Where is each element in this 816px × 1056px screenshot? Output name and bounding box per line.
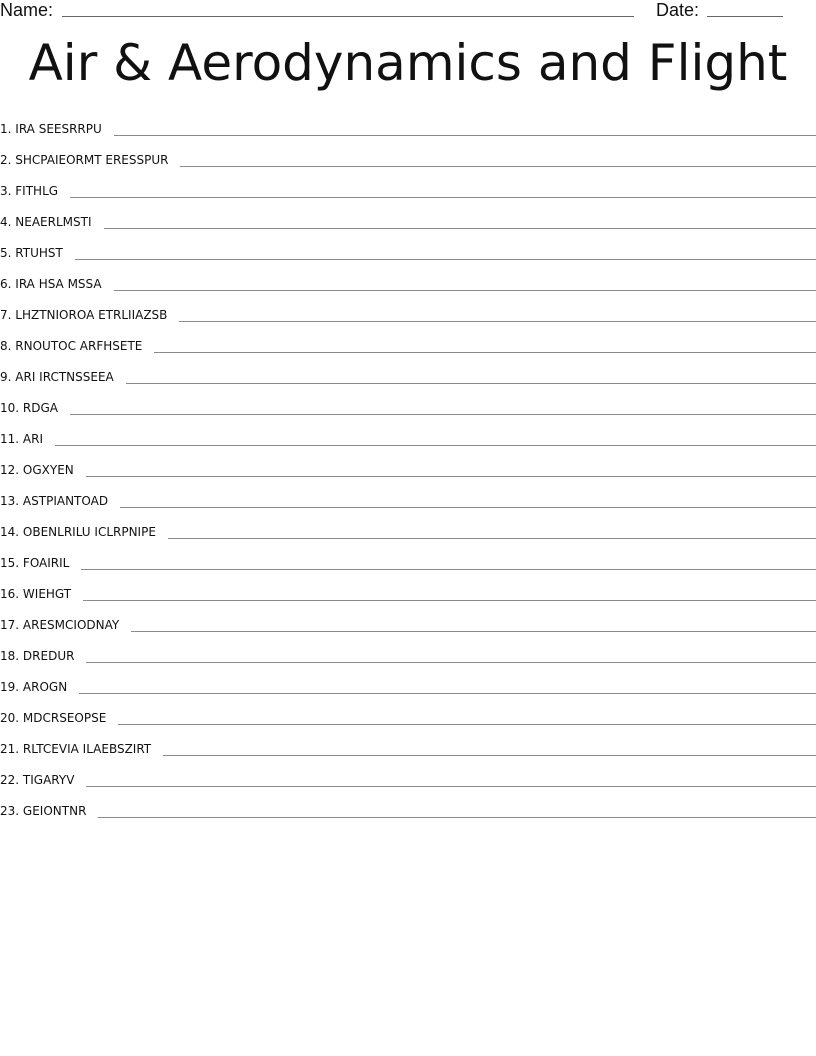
scrambled-word <box>0 525 168 539</box>
scrambled-word <box>0 711 118 725</box>
list-item <box>0 263 816 294</box>
scrambled-word <box>0 184 70 198</box>
scrambled-word <box>0 432 55 446</box>
scrambled-word <box>0 153 180 167</box>
answer-line[interactable] <box>70 197 816 198</box>
scrambled-letters: GEIONTNR <box>22 804 87 818</box>
item-number: 21. <box>0 742 20 756</box>
scrambled-word <box>0 804 98 818</box>
item-number: 19. <box>0 680 20 694</box>
item-number: 12. <box>0 463 20 477</box>
answer-line[interactable] <box>81 569 816 570</box>
name-field-line[interactable] <box>62 16 634 17</box>
scrambled-letters: RDGA <box>22 401 59 415</box>
scrambled-letters: WIEHGT <box>22 587 72 601</box>
list-item <box>0 604 816 635</box>
scrambled-letters: ASTPIANTOAD <box>22 494 109 508</box>
scrambled-letters: RLTCEVIA ILAEBSZIRT <box>22 742 152 756</box>
scrambled-word <box>0 308 179 322</box>
scrambled-letters: NEAERLMSTI <box>15 215 92 229</box>
scrambled-letters: OGXYEN <box>22 463 74 477</box>
answer-line[interactable] <box>168 538 816 539</box>
scrambled-word <box>0 587 83 601</box>
answer-line[interactable] <box>114 290 816 291</box>
list-item <box>0 139 816 170</box>
answer-line[interactable] <box>86 476 816 477</box>
scrambled-word <box>0 773 86 787</box>
scrambled-word <box>0 618 131 632</box>
item-number: 4. <box>0 215 12 229</box>
item-number: 18. <box>0 649 20 663</box>
scrambled-letters: RNOUTOC ARFHSETE <box>15 339 143 353</box>
answer-line[interactable] <box>120 507 816 508</box>
list-item <box>0 728 816 759</box>
list-item <box>0 635 816 666</box>
scrambled-letters: AROGN <box>22 680 68 694</box>
list-item <box>0 511 816 542</box>
scrambled-word <box>0 463 86 477</box>
answer-line[interactable] <box>70 414 816 415</box>
list-item <box>0 108 816 139</box>
scrambled-letters: SHCPAIEORMT ERESSPUR <box>15 153 169 167</box>
date-label: Date: <box>656 0 700 20</box>
scrambled-word <box>0 246 75 260</box>
scrambled-word <box>0 556 81 570</box>
item-number: 13. <box>0 494 20 508</box>
answer-line[interactable] <box>83 600 816 601</box>
scrambled-word <box>0 649 86 663</box>
scrambled-word <box>0 680 79 694</box>
scrambled-letters: LHZTNIOROA ETRLIIAZSB <box>15 308 168 322</box>
item-number: 7. <box>0 308 12 322</box>
list-item <box>0 790 816 821</box>
item-number: 20. <box>0 711 20 725</box>
answer-line[interactable] <box>163 755 816 756</box>
item-number: 16. <box>0 587 20 601</box>
answer-line[interactable] <box>114 135 816 136</box>
scrambled-letters: IRA HSA MSSA <box>15 277 102 291</box>
scrambled-word <box>0 401 70 415</box>
item-number: 8. <box>0 339 12 353</box>
list-item <box>0 232 816 263</box>
item-number: 9. <box>0 370 12 384</box>
scrambled-word <box>0 742 163 756</box>
word-scramble-list <box>0 108 816 821</box>
item-number: 17. <box>0 618 20 632</box>
scrambled-letters: TIGARYV <box>22 773 75 787</box>
item-number: 22. <box>0 773 20 787</box>
scrambled-word <box>0 494 120 508</box>
list-item <box>0 294 816 325</box>
answer-line[interactable] <box>98 817 816 818</box>
item-number: 2. <box>0 153 12 167</box>
scrambled-word <box>0 370 126 384</box>
scrambled-word <box>0 215 104 229</box>
list-item <box>0 356 816 387</box>
list-item <box>0 697 816 728</box>
item-number: 14. <box>0 525 20 539</box>
item-number: 1. <box>0 122 12 136</box>
list-item <box>0 201 816 232</box>
list-item <box>0 480 816 511</box>
answer-line[interactable] <box>180 166 816 167</box>
page-title: Air & Aerodynamics and Flight <box>28 34 788 92</box>
scrambled-word <box>0 122 114 136</box>
answer-line[interactable] <box>86 786 816 787</box>
scrambled-letters: ARI IRCTNSSEEA <box>15 370 114 384</box>
answer-line[interactable] <box>179 321 816 322</box>
scrambled-word <box>0 277 114 291</box>
list-item <box>0 449 816 480</box>
scrambled-word <box>0 339 154 353</box>
list-item <box>0 759 816 790</box>
scrambled-letters: ARI <box>22 432 44 446</box>
name-label: Name: <box>0 0 54 20</box>
answer-line[interactable] <box>104 228 816 229</box>
scrambled-letters: FOAIRIL <box>22 556 70 570</box>
list-item <box>0 387 816 418</box>
item-number: 23. <box>0 804 20 818</box>
item-number: 10. <box>0 401 20 415</box>
answer-line[interactable] <box>75 259 816 260</box>
item-number: 3. <box>0 184 12 198</box>
answer-line[interactable] <box>131 631 816 632</box>
scrambled-letters: DREDUR <box>22 649 75 663</box>
answer-line[interactable] <box>86 662 816 663</box>
answer-line[interactable] <box>79 693 816 694</box>
scrambled-letters: RTUHST <box>15 246 63 260</box>
header-row <box>0 0 816 24</box>
answer-line[interactable] <box>154 352 816 353</box>
list-item <box>0 666 816 697</box>
scrambled-letters: MDCRSEOPSE <box>22 711 107 725</box>
item-number: 15. <box>0 556 20 570</box>
answer-line[interactable] <box>118 724 816 725</box>
item-number: 6. <box>0 277 12 291</box>
answer-line[interactable] <box>55 445 816 446</box>
list-item <box>0 573 816 604</box>
scrambled-letters: ARESMCIODNAY <box>22 618 120 632</box>
scrambled-letters: OBENLRILU ICLRPNIPE <box>22 525 156 539</box>
answer-line[interactable] <box>126 383 816 384</box>
list-item <box>0 170 816 201</box>
list-item <box>0 418 816 449</box>
item-number: 11. <box>0 432 20 446</box>
list-item <box>0 542 816 573</box>
scrambled-letters: IRA SEESRRPU <box>15 122 102 136</box>
scrambled-letters: FITHLG <box>15 184 59 198</box>
date-field-line[interactable] <box>707 16 783 17</box>
list-item <box>0 325 816 356</box>
item-number: 5. <box>0 246 12 260</box>
